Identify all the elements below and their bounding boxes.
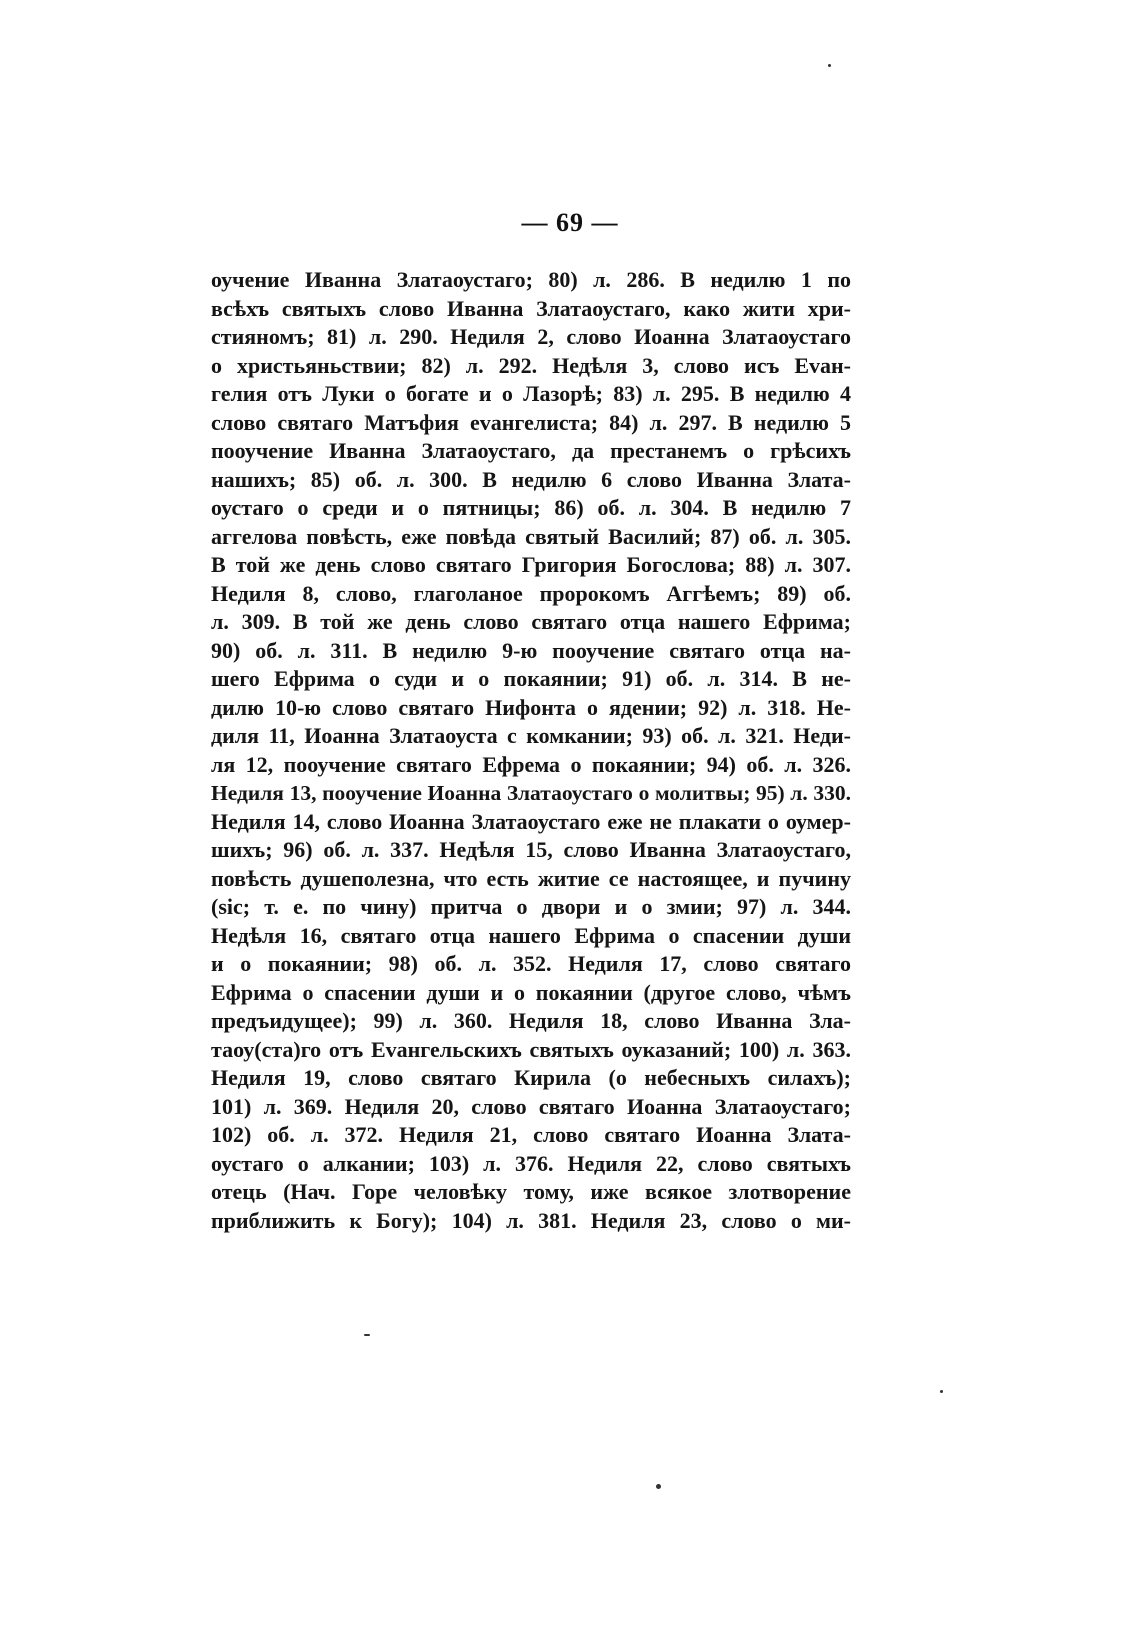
text-line: Недиля 19, слово святаго Кирила (о небесныхъ силахъ); bbox=[211, 1065, 851, 1090]
text-line: отець (Нач. Горе человѣку тому, иже всякое злотворение bbox=[211, 1179, 851, 1204]
body-text bbox=[211, 266, 851, 1235]
text-line: гелия отъ Луки о богате и о Лазорѣ; 83) л. 295. В недилю 4 bbox=[211, 381, 851, 406]
text-line: Ефрима о спасении души и о покаянии (другое слово, чѣмъ bbox=[211, 979, 851, 1005]
text-line: и о покаянии; 98) об. л. 352. Недиля 17, слово святаго bbox=[211, 951, 851, 976]
text-line: Недиля 13, пооучение Иоанна Златаоустаго о молитвы; 95) л. 330. bbox=[211, 781, 851, 805]
text-line: ля 12, пооучение святаго Ефрема о покаянии; 94) об. л. 326. bbox=[211, 751, 851, 777]
text-line: предъидущее); 99) л. 360. Недиля 18, слово Иванна Зла- bbox=[211, 1008, 851, 1033]
text-line: Недиля 8, слово, глаголаное пророкомъ Аггѣемъ; 89) об. bbox=[211, 580, 851, 606]
text-line: оустаго о среди и о пятницы; 86) об. л. 304. В недилю 7 bbox=[211, 495, 851, 520]
text-line: оустаго о алкании; 103) л. 376. Недиля 22, слово святыхъ bbox=[211, 1150, 851, 1176]
text-line: дилю 10-ю слово святаго Нифонта о ядении; 92) л. 318. Не- bbox=[211, 694, 851, 720]
text-line: (sic; т. е. по чину) притча о двори и о змии; 97) л. 344. bbox=[211, 894, 851, 919]
text-line: таоу(ста)го отъ Еvангельскихъ святыхъ оуказаний; 100) л. 363. bbox=[211, 1036, 851, 1062]
text-line: слово святаго Матъфия еvангелиста; 84) л. 297. В недилю 5 bbox=[211, 409, 851, 435]
text-line: всѣхъ святыхъ слово Иванна Златаоустаго, како жити хри- bbox=[211, 295, 851, 321]
text-line: приближить к Богу); 104) л. 381. Недиля 23, слово о ми- bbox=[211, 1207, 851, 1233]
print-speck bbox=[656, 1484, 661, 1489]
text-line: аггелова повѣсть, еже повѣда святый Василий; 87) об. л. 305. bbox=[211, 523, 851, 549]
text-line: стияномъ; 81) л. 290. Недиля 2, слово Иоанна Златаоустаго bbox=[211, 324, 851, 349]
text-line: Недѣля 16, святаго отца нашего Ефрима о спасении души bbox=[211, 922, 851, 948]
text-line: оучение Иванна Златаоустаго; 80) л. 286. В недилю 1 по bbox=[211, 267, 851, 292]
text-line: повѣсть душеполезна, что есть житие се настоящее, и пучину bbox=[211, 865, 851, 891]
text-line: шихъ; 96) об. л. 337. Недѣля 15, слово Иванна Златаоустаго, bbox=[211, 837, 851, 862]
text-line: пооучение Иванна Златаоустаго, да престанемъ о грѣсихъ bbox=[211, 438, 851, 463]
text-line: 102) об. л. 372. Недиля 21, слово святаго Иоанна Злата- bbox=[211, 1122, 851, 1147]
text-line: В той же день слово святаго Григория Богослова; 88) л. 307. bbox=[211, 552, 851, 577]
text-line: 101) л. 369. Недиля 20, слово святаго Иоанна Златаоустаго; bbox=[211, 1093, 851, 1119]
text-line: Недиля 14, слово Иоанна Златаоустаго еже не плакати о оумер- bbox=[211, 808, 851, 834]
print-speck bbox=[364, 1334, 370, 1336]
text-line: шего Ефрима о суди и о покаянии; 91) об. л. 314. В не- bbox=[211, 666, 851, 691]
text-line: диля 11, Иоанна Златаоуста с комкании; 93) об. л. 321. Неди- bbox=[211, 723, 851, 748]
print-speck bbox=[828, 64, 831, 67]
page-number: — 69 — bbox=[521, 208, 619, 237]
text-line: нашихъ; 85) об. л. 300. В недилю 6 слово Иванна Злата- bbox=[211, 466, 851, 492]
text-line: л. 309. В той же день слово святаго отца нашего Ефрима; bbox=[211, 609, 851, 634]
text-line: 90) об. л. 311. В недилю 9-ю пооучение святаго отца на- bbox=[211, 637, 851, 663]
text-line: о христьяньствии; 82) л. 292. Недѣля 3, слово исъ Еvан- bbox=[211, 352, 851, 378]
print-speck bbox=[940, 1390, 943, 1393]
